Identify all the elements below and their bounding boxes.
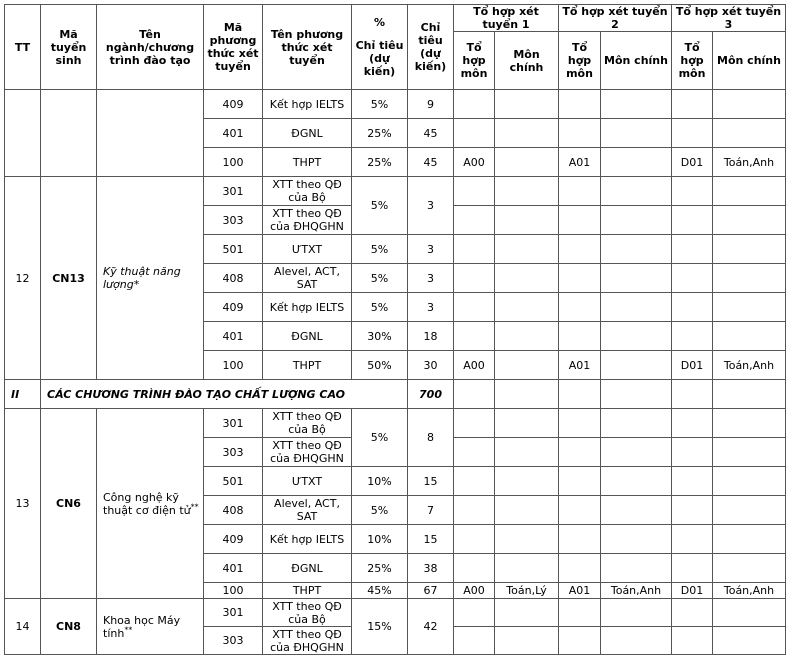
cell-th1 <box>454 409 495 438</box>
cell-tt: 13 <box>5 409 41 599</box>
cell-quota: 45 <box>408 148 454 177</box>
cell-code: 301 <box>204 599 263 627</box>
cell-code: 301 <box>204 409 263 438</box>
cell-th3 <box>672 409 713 438</box>
cell-method: ĐGNL <box>263 554 352 583</box>
cell-th1 <box>454 438 495 467</box>
cell-quota: 67 <box>408 583 454 599</box>
cell-pct: 15% <box>352 599 408 655</box>
header-to-hop-3: Tổ hợp xét tuyển 3 <box>672 5 786 32</box>
cell-th1 <box>454 627 495 655</box>
cell-quota: 7 <box>408 496 454 525</box>
cell-mc2: Toán,Anh <box>601 583 672 599</box>
cell-code: 303 <box>204 627 263 655</box>
cell-mc1 <box>495 467 559 496</box>
cell-ma <box>41 90 97 177</box>
cell-method: ƯTXT <box>263 467 352 496</box>
program-name: Khoa học Máy tính <box>103 613 181 640</box>
cell-method: XTT theo QĐ của Bộ <box>263 177 352 206</box>
cell-mc3 <box>713 293 786 322</box>
cell-th3 <box>672 599 713 627</box>
cell-quota: 30 <box>408 351 454 380</box>
cell-pct: 25% <box>352 148 408 177</box>
cell-quota: 18 <box>408 322 454 351</box>
cell-th2 <box>559 380 601 409</box>
cell-method: ĐGNL <box>263 119 352 148</box>
cell-mc2 <box>601 322 672 351</box>
cell-th3 <box>672 554 713 583</box>
cell-mc1 <box>495 351 559 380</box>
cell-th1 <box>454 525 495 554</box>
cell-mc3: Toán,Anh <box>713 583 786 599</box>
cell-pct: 10% <box>352 467 408 496</box>
cell-th2 <box>559 293 601 322</box>
cell-th3 <box>672 438 713 467</box>
cell-mc1 <box>495 90 559 119</box>
cell-pct: 30% <box>352 322 408 351</box>
cell-method: Alevel, ACT, SAT <box>263 264 352 293</box>
cell-pct: 25% <box>352 554 408 583</box>
cell-th2 <box>559 627 601 655</box>
cell-method: Kết hợp IELTS <box>263 525 352 554</box>
cell-th1 <box>454 599 495 627</box>
program-name-sup: ** <box>124 624 133 634</box>
cell-th1 <box>454 206 495 235</box>
cell-th2: A01 <box>559 148 601 177</box>
cell-method: XTT theo QĐ của ĐHQGHN <box>263 206 352 235</box>
table-row <box>5 409 786 438</box>
cell-pct: 5% <box>352 264 408 293</box>
cell-th1: A00 <box>454 583 495 599</box>
cell-quota: 8 <box>408 409 454 467</box>
cell-mc3 <box>713 554 786 583</box>
cell-th2 <box>559 90 601 119</box>
cell-name <box>97 599 204 655</box>
cell-code: 303 <box>204 206 263 235</box>
cell-mc2 <box>601 235 672 264</box>
header-pct-label: Chỉ tiêu (dự kiến) <box>355 39 404 78</box>
cell-code: 409 <box>204 293 263 322</box>
cell-tt <box>5 90 41 177</box>
admission-table <box>4 4 786 655</box>
header-ma-phuong-thuc: Mã phương thức xét tuyển <box>204 5 263 90</box>
cell-mc1: Toán,Lý <box>495 583 559 599</box>
cell-th3 <box>672 525 713 554</box>
cell-mc3 <box>713 235 786 264</box>
cell-mc2 <box>601 90 672 119</box>
cell-th2 <box>559 264 601 293</box>
cell-code: 408 <box>204 496 263 525</box>
header-pct <box>352 5 408 90</box>
cell-tt: 14 <box>5 599 41 655</box>
cell-th2: A01 <box>559 351 601 380</box>
cell-code: 401 <box>204 554 263 583</box>
cell-mc2 <box>601 554 672 583</box>
cell-pct: 5% <box>352 496 408 525</box>
cell-code: 303 <box>204 438 263 467</box>
cell-th1 <box>454 235 495 264</box>
cell-mc3 <box>713 627 786 655</box>
header-ma-tuyen-sinh: Mã tuyển sinh <box>41 5 97 90</box>
table-row <box>5 599 786 627</box>
cell-th3: D01 <box>672 148 713 177</box>
cell-quota: 38 <box>408 554 454 583</box>
cell-mc3 <box>713 525 786 554</box>
cell-code: 301 <box>204 177 263 206</box>
cell-mc3: Toán,Anh <box>713 351 786 380</box>
cell-th2 <box>559 119 601 148</box>
cell-quota: 3 <box>408 293 454 322</box>
cell-ma: CN13 <box>41 177 97 380</box>
cell-pct: 25% <box>352 119 408 148</box>
cell-th1 <box>454 496 495 525</box>
cell-method: THPT <box>263 583 352 599</box>
header-mon-chinh-1: Môn chính <box>495 32 559 90</box>
cell-mc1 <box>495 293 559 322</box>
header-chi-tieu: Chỉ tiêu (dự kiến) <box>408 5 454 90</box>
cell-mc1 <box>495 496 559 525</box>
program-name-sup: ** <box>190 501 199 511</box>
section-title: CÁC CHƯƠNG TRÌNH ĐÀO TẠO CHẤT LƯỢNG CAO <box>41 380 408 409</box>
header-pct-symbol: % <box>373 16 386 29</box>
cell-method: XTT theo QĐ của ĐHQGHN <box>263 438 352 467</box>
cell-th3: D01 <box>672 583 713 599</box>
cell-method: Kết hợp IELTS <box>263 90 352 119</box>
cell-pct: 5% <box>352 409 408 467</box>
cell-code: 501 <box>204 235 263 264</box>
cell-pct: 5% <box>352 177 408 235</box>
cell-th1 <box>454 119 495 148</box>
cell-method: XTT theo QĐ của Bộ <box>263 409 352 438</box>
cell-th3 <box>672 467 713 496</box>
cell-mc2 <box>601 351 672 380</box>
cell-th2 <box>559 235 601 264</box>
cell-method: ĐGNL <box>263 322 352 351</box>
cell-mc1 <box>495 264 559 293</box>
cell-code: 408 <box>204 264 263 293</box>
cell-mc3 <box>713 264 786 293</box>
cell-th1 <box>454 293 495 322</box>
cell-th3 <box>672 206 713 235</box>
cell-name <box>97 409 204 599</box>
cell-th2 <box>559 554 601 583</box>
cell-mc2 <box>601 409 672 438</box>
cell-th1: A00 <box>454 351 495 380</box>
cell-th2 <box>559 496 601 525</box>
cell-th1 <box>454 554 495 583</box>
cell-mc3 <box>713 496 786 525</box>
cell-code: 401 <box>204 322 263 351</box>
cell-th3 <box>672 322 713 351</box>
cell-th1 <box>454 380 495 409</box>
cell-th3 <box>672 293 713 322</box>
cell-th1 <box>454 264 495 293</box>
cell-mc1 <box>495 554 559 583</box>
cell-quota: 3 <box>408 235 454 264</box>
cell-mc2 <box>601 525 672 554</box>
cell-th3 <box>672 119 713 148</box>
cell-mc3 <box>713 438 786 467</box>
header-mon-chinh-3: Môn chính <box>713 32 786 90</box>
cell-quota: 9 <box>408 90 454 119</box>
cell-mc1 <box>495 177 559 206</box>
cell-mc1 <box>495 148 559 177</box>
header-to-hop-1: Tổ hợp xét tuyển 1 <box>454 5 559 32</box>
cell-th3 <box>672 235 713 264</box>
cell-method: XTT theo QĐ của ĐHQGHN <box>263 627 352 655</box>
cell-pct: 45% <box>352 583 408 599</box>
cell-ma: CN6 <box>41 409 97 599</box>
table-row <box>5 90 786 119</box>
cell-mc3 <box>713 119 786 148</box>
header-ten-nganh: Tên ngành/chương trình đào tạo <box>97 5 204 90</box>
header-to-hop-mon-1: Tổ hợp môn <box>454 32 495 90</box>
cell-th2 <box>559 599 601 627</box>
cell-pct: 5% <box>352 293 408 322</box>
header-to-hop-2: Tổ hợp xét tuyển 2 <box>559 5 672 32</box>
cell-code: 100 <box>204 148 263 177</box>
cell-th3 <box>672 90 713 119</box>
cell-mc2 <box>601 119 672 148</box>
cell-mc3 <box>713 90 786 119</box>
cell-th2 <box>559 525 601 554</box>
cell-mc1 <box>495 322 559 351</box>
cell-quota: 3 <box>408 264 454 293</box>
cell-mc1 <box>495 599 559 627</box>
cell-code: 409 <box>204 90 263 119</box>
cell-th2 <box>559 177 601 206</box>
cell-pct: 5% <box>352 90 408 119</box>
cell-mc1 <box>495 409 559 438</box>
cell-th2 <box>559 438 601 467</box>
cell-code: 100 <box>204 583 263 599</box>
cell-th1 <box>454 90 495 119</box>
cell-th2: A01 <box>559 583 601 599</box>
cell-mc1 <box>495 380 559 409</box>
cell-pct: 5% <box>352 235 408 264</box>
cell-mc2 <box>601 496 672 525</box>
cell-mc3 <box>713 177 786 206</box>
cell-th2 <box>559 409 601 438</box>
cell-mc2 <box>601 627 672 655</box>
cell-th1 <box>454 177 495 206</box>
cell-method: Kết hợp IELTS <box>263 293 352 322</box>
cell-quota: 15 <box>408 525 454 554</box>
header-ten-phuong-thuc: Tên phương thức xét tuyển <box>263 5 352 90</box>
cell-method: ƯTXT <box>263 235 352 264</box>
cell-method: Alevel, ACT, SAT <box>263 496 352 525</box>
cell-mc2 <box>601 264 672 293</box>
header-mon-chinh-2: Môn chính <box>601 32 672 90</box>
cell-mc3 <box>713 322 786 351</box>
cell-mc1 <box>495 627 559 655</box>
cell-mc2 <box>601 148 672 177</box>
cell-mc2 <box>601 467 672 496</box>
cell-th2 <box>559 322 601 351</box>
cell-ma: CN8 <box>41 599 97 655</box>
cell-quota: 15 <box>408 467 454 496</box>
cell-mc2 <box>601 177 672 206</box>
cell-mc1 <box>495 438 559 467</box>
cell-code: 401 <box>204 119 263 148</box>
cell-quota: 45 <box>408 119 454 148</box>
cell-mc2 <box>601 293 672 322</box>
header-to-hop-mon-2: Tổ hợp môn <box>559 32 601 90</box>
cell-pct: 50% <box>352 351 408 380</box>
cell-mc3: Toán,Anh <box>713 148 786 177</box>
cell-mc1 <box>495 206 559 235</box>
cell-mc1 <box>495 119 559 148</box>
cell-th3 <box>672 380 713 409</box>
cell-mc3 <box>713 599 786 627</box>
cell-th3 <box>672 496 713 525</box>
cell-code: 100 <box>204 351 263 380</box>
cell-th2 <box>559 206 601 235</box>
cell-th1: A00 <box>454 148 495 177</box>
cell-th3: D01 <box>672 351 713 380</box>
cell-method: THPT <box>263 148 352 177</box>
header-row-1 <box>5 5 786 32</box>
cell-quota: 3 <box>408 177 454 235</box>
cell-method: XTT theo QĐ của Bộ <box>263 599 352 627</box>
cell-mc3 <box>713 206 786 235</box>
section-row <box>5 380 786 409</box>
cell-method: THPT <box>263 351 352 380</box>
cell-code: 501 <box>204 467 263 496</box>
cell-quota: 42 <box>408 599 454 655</box>
table-row <box>5 177 786 206</box>
cell-mc2 <box>601 206 672 235</box>
cell-th2 <box>559 467 601 496</box>
cell-pct: 10% <box>352 525 408 554</box>
cell-name: Kỹ thuật năng lượng* <box>97 177 204 380</box>
cell-mc3 <box>713 380 786 409</box>
cell-code: 409 <box>204 525 263 554</box>
section-tt: II <box>5 380 41 409</box>
cell-mc2 <box>601 380 672 409</box>
cell-th3 <box>672 627 713 655</box>
cell-tt: 12 <box>5 177 41 380</box>
cell-th1 <box>454 322 495 351</box>
cell-mc1 <box>495 235 559 264</box>
section-total: 700 <box>408 380 454 409</box>
cell-mc1 <box>495 525 559 554</box>
header-tt: TT <box>5 5 41 90</box>
cell-th3 <box>672 264 713 293</box>
cell-th3 <box>672 177 713 206</box>
header-to-hop-mon-3: Tổ hợp môn <box>672 32 713 90</box>
program-name: Công nghệ kỹ thuật cơ điện tử <box>103 490 191 517</box>
cell-th1 <box>454 467 495 496</box>
cell-mc3 <box>713 409 786 438</box>
cell-name <box>97 90 204 177</box>
cell-mc2 <box>601 438 672 467</box>
cell-mc3 <box>713 467 786 496</box>
cell-mc2 <box>601 599 672 627</box>
